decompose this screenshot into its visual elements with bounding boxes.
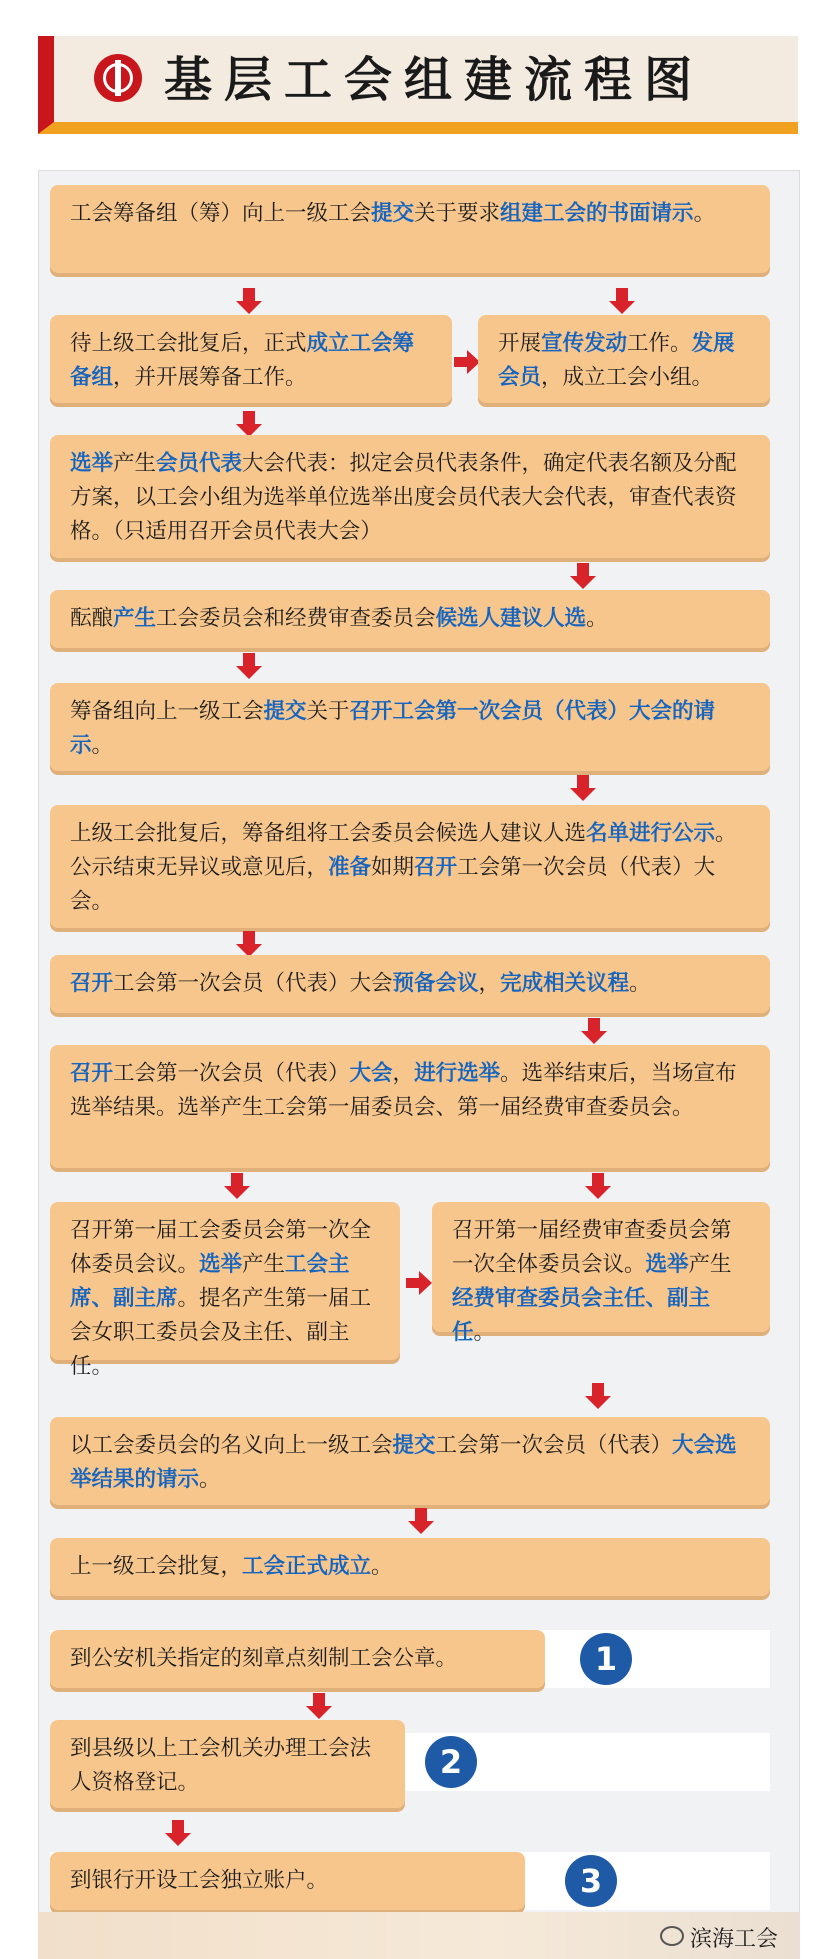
step-make-seal: 到公安机关指定的刻章点刻制工会公章。	[50, 1630, 545, 1688]
step-publicize-list: 上级工会批复后，筹备组将工会委员会候选人建议人选名单进行公示。公示结束无异议或意见后，准备如期召开工会第一次会员（代表）大会。	[50, 805, 770, 928]
down-arrow-icon	[243, 653, 255, 667]
wechat-icon	[660, 1926, 684, 1946]
step-establish-prep-group: 待上级工会批复后，正式成立工会筹备组，并开展筹备工作。	[50, 315, 452, 403]
down-arrow-icon	[243, 411, 255, 425]
down-arrow-icon	[231, 1173, 243, 1187]
header-banner	[38, 36, 798, 134]
step-first-audit-committee-meeting: 召开第一届经费审查委员会第一次全体委员会议。选举产生经费审查委员会主任、副主任。	[432, 1202, 770, 1332]
down-arrow-icon	[415, 1508, 427, 1522]
right-arrow-icon	[406, 1278, 420, 1288]
down-arrow-icon	[243, 931, 255, 945]
union-emblem-icon	[94, 54, 142, 102]
right-arrow-icon	[454, 357, 468, 367]
down-arrow-icon	[577, 775, 589, 789]
down-arrow-icon	[172, 1820, 184, 1834]
down-arrow-icon	[243, 288, 255, 302]
step-nominate-candidates: 酝酿产生工会委员会和经费审查委员会候选人建议人选。	[50, 590, 770, 648]
down-arrow-icon	[577, 563, 589, 577]
step-submit-request: 工会筹备组（筹）向上一级工会提交关于要求组建工会的书面请示。	[50, 185, 770, 273]
step-first-committee-meeting: 召开第一届工会委员会第一次全体委员会议。选举产生工会主席、副主席。提名产生第一届工会女职工委员会及主任、副主任。	[50, 1202, 400, 1360]
step-legal-registration: 到县级以上工会机关办理工会法人资格登记。	[50, 1720, 405, 1808]
step-submit-congress-request: 筹备组向上一级工会提交关于召开工会第一次会员（代表）大会的请示。	[50, 683, 770, 771]
number-badge-3: 3	[565, 1855, 617, 1907]
number-badge-2: 2	[425, 1736, 477, 1788]
watermark-text: 滨海工会	[690, 1927, 779, 1952]
down-arrow-icon	[592, 1383, 604, 1397]
down-arrow-icon	[313, 1693, 325, 1707]
page-title: 基层工会组建流程图	[164, 52, 705, 108]
step-publicity-members: 开展宣传发动工作。发展会员，成立工会小组。	[478, 315, 770, 403]
step-open-bank-account: 到银行开设工会独立账户。	[50, 1852, 525, 1910]
down-arrow-icon	[592, 1173, 604, 1187]
footer-background	[38, 1912, 800, 1959]
number-badge-1: 1	[580, 1633, 632, 1685]
step-hold-congress-election: 召开工会第一次会员（代表）大会，进行选举。选举结束后，当场宣布选举结果。选举产生工会第一届委员会、第一届经费审查委员会。	[50, 1045, 770, 1168]
down-arrow-icon	[588, 1018, 600, 1032]
step-elect-delegates: 选举产生会员代表大会代表：拟定会员代表条件，确定代表名额及分配方案，以工会小组为选举单位选举出度会员代表大会代表，审查代表资格。（只适用召开会员代表大会）	[50, 435, 770, 558]
step-submit-election-results: 以工会委员会的名义向上一级工会提交工会第一次会员（代表）大会选举结果的请示。	[50, 1417, 770, 1505]
step-preparatory-meeting: 召开工会第一次会员（代表）大会预备会议，完成相关议程。	[50, 955, 770, 1013]
down-arrow-icon	[616, 288, 628, 302]
step-union-established: 上一级工会批复，工会正式成立。	[50, 1538, 770, 1596]
